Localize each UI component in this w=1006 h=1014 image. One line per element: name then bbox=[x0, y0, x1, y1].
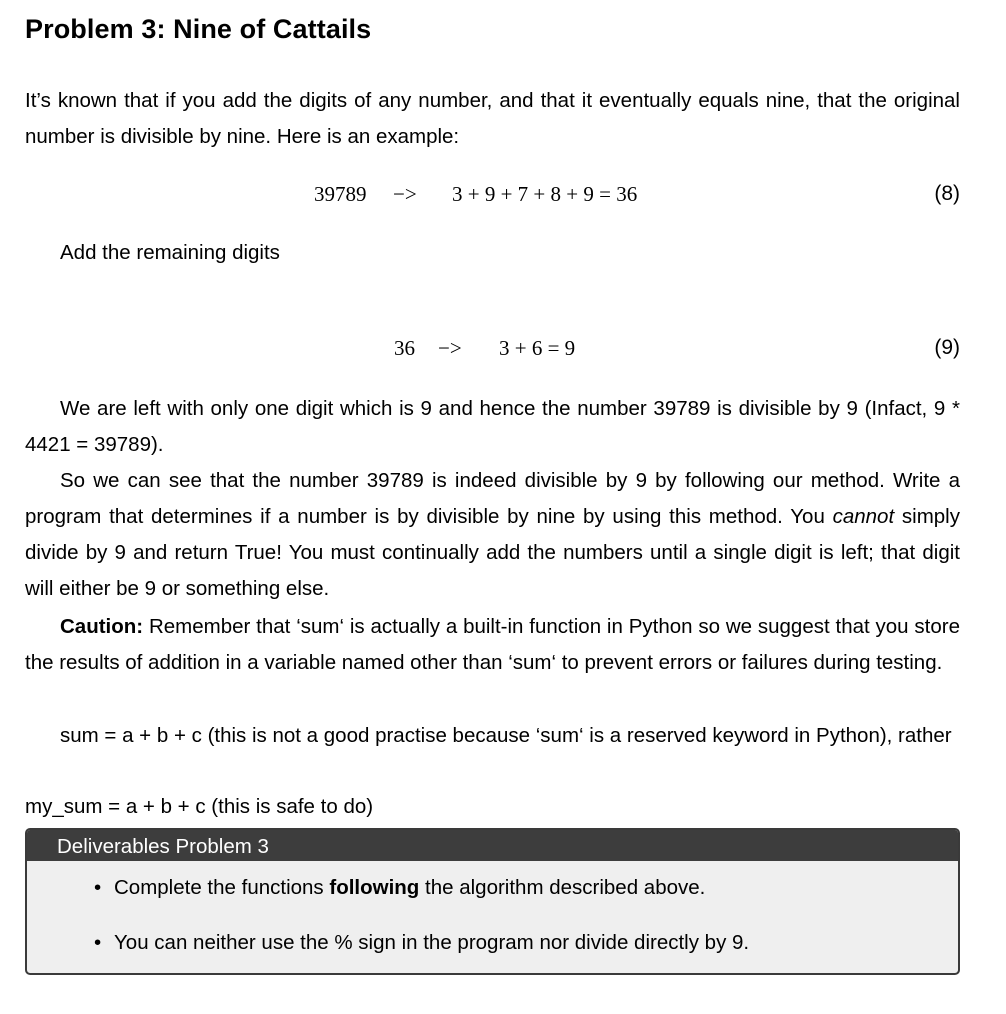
sum-example-line: sum = a + b + c (this is not a good practise because ‘sum‘ is a reserved keyword in Python), rather bbox=[60, 724, 952, 747]
my-sum-example-line: my_sum = a + b + c (this is safe to do) bbox=[25, 795, 374, 818]
equation-8-lhs: 39789 bbox=[314, 182, 367, 206]
equation-9-arrow: −> bbox=[438, 336, 462, 360]
equation-8-arrow: −> bbox=[393, 182, 417, 206]
result-paragraph: We are left with only one digit which is 9 and hence the number 39789 is divisible by 9 (Infact, 9 * 4421 = 39789). bbox=[25, 397, 960, 456]
bullet-icon: • bbox=[94, 876, 102, 899]
deliverable-1-bold: following bbox=[329, 876, 420, 899]
equation-9-lhs: 36 bbox=[394, 336, 415, 360]
equation-9-rhs: 3 + 6 = 9 bbox=[499, 336, 576, 360]
deliverable-item bbox=[94, 931, 750, 955]
equation-9 bbox=[25, 336, 960, 366]
equation-8-rhs: 3 + 9 + 7 + 8 + 9 = 36 bbox=[452, 182, 638, 206]
deliverables-header: Deliverables Problem 3 bbox=[27, 830, 958, 861]
intro-paragraph: It’s known that if you add the digits of any number, and that it eventually equals nine, that the original number is divisible by nine. Here is an example: bbox=[25, 89, 960, 148]
method-text-before: So we can see that the number 39789 is indeed divisible by 9 by following our method. Write a program that determines if a number is by divisible by nine by using this method. You bbox=[25, 469, 960, 528]
bullet-icon: • bbox=[94, 931, 102, 954]
method-emphasis: cannot bbox=[832, 505, 895, 528]
caution-paragraph bbox=[25, 609, 960, 681]
page-title: Problem 3: Nine of Cattails bbox=[25, 14, 372, 44]
method-text-after: simply divide by 9 and return True! You must continually add the numbers until a single digit is left; that digit will either be 9 or something else. bbox=[25, 505, 960, 600]
equation-8 bbox=[25, 182, 960, 212]
deliverables-box bbox=[25, 828, 960, 975]
deliverable-1-after: the algorithm described above. bbox=[419, 876, 706, 899]
deliverable-2-text: You can neither use the % sign in the program nor divide directly by 9. bbox=[114, 931, 750, 954]
caution-text: Remember that ‘sum‘ is actually a built-in function in Python so we suggest that you store the results of addition in a variable named other than ‘sum‘ to prevent errors or failures during testing. bbox=[25, 615, 960, 674]
equation-9-number: (9) bbox=[934, 336, 960, 359]
equation-8-number: (8) bbox=[934, 182, 960, 205]
deliverable-item bbox=[94, 876, 706, 900]
caution-label: Caution: bbox=[60, 615, 144, 638]
deliverable-1-before: Complete the functions bbox=[114, 876, 330, 899]
add-remaining-text: Add the remaining digits bbox=[60, 241, 280, 264]
method-paragraph bbox=[25, 463, 960, 607]
